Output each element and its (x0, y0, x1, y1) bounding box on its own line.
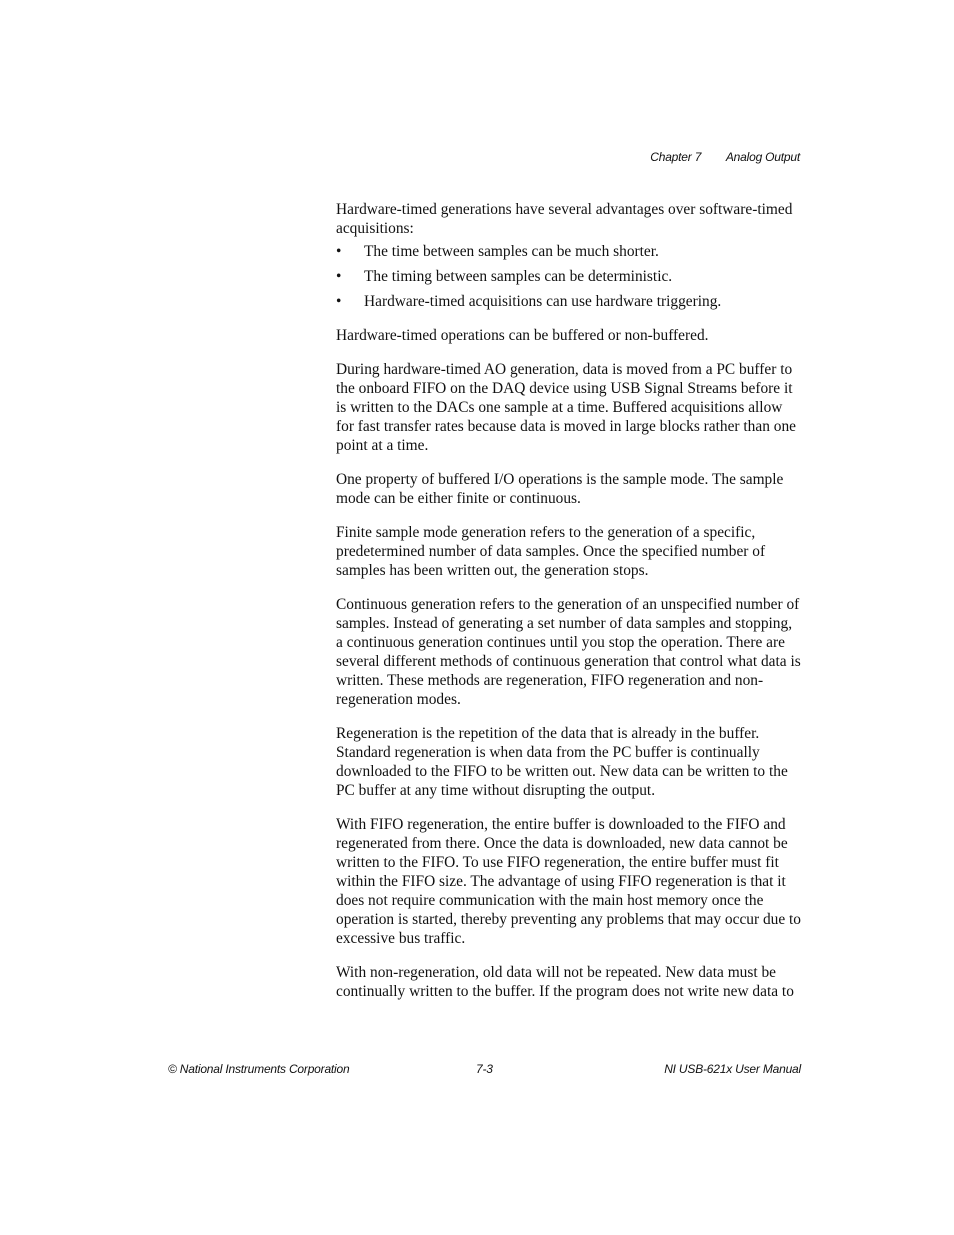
paragraph-sample-mode: One property of buffered I/O operations is the sample mode. The sample mode can be either finite or continuous. (336, 471, 784, 507)
manual-title: NI USB-621x User Manual (664, 1062, 801, 1076)
section-title: Analog Output (725, 150, 800, 164)
list-item-text: The time between samples can be much shorter. (364, 243, 659, 260)
paragraph-regeneration: Regeneration is the repetition of the data that is already in the buffer. Standard regeneration is when data from the PC buffer is continually downloaded to the FIFO to be written out. New data can be written to the PC buffer at any time without disrupting the output. (336, 725, 788, 799)
page-number: 7-3 (476, 1062, 493, 1076)
list-item-text: The timing between samples can be deterministic. (364, 268, 673, 285)
page-footer (168, 1062, 801, 1078)
bullet-icon: • (336, 268, 342, 285)
page-body (336, 200, 802, 1016)
chapter-label: Chapter 7 (650, 150, 702, 164)
paragraph-fifo-regeneration: With FIFO regeneration, the entire buffer is downloaded to the FIFO and regenerated from there. Once the data is downloaded, new data cannot be written to the FIFO. To use FIFO regeneration, the entire buffer must fit within the FIFO size. The advantage of using FIFO regeneration is that it does not require communication with the main host memory once the operation is started, thereby preventing any problems that may occur due to excessive bus traffic. (336, 816, 801, 947)
paragraph-ao-generation: During hardware-timed AO generation, data is moved from a PC buffer to the onboard FIFO on the DAQ device using USB Signal Streams before it is written to the DACs one sample at a time. Buffered acquisitions allow for fast transfer rates because data is moved in large blocks rather than one point at a time. (336, 361, 796, 454)
advantages-list (336, 242, 802, 311)
intro-paragraph: Hardware-timed generations have several advantages over software-timed acquisitions: (336, 201, 793, 237)
list-item (336, 242, 802, 261)
bullet-icon: • (336, 243, 342, 260)
paragraph-buffered: Hardware-timed operations can be buffered or non-buffered. (336, 327, 709, 344)
paragraph-continuous: Continuous generation refers to the generation of an unspecified number of samples. Instead of generating a set number of data samples and stopping, a continuous generation continues until you stop the operation. There are several different methods of continuous generation that control what data is written. These methods are regeneration, FIFO regeneration and non-regeneration modes. (336, 596, 801, 708)
list-item (336, 292, 802, 311)
running-header (650, 150, 800, 164)
list-item-text: Hardware-timed acquisitions can use hardware triggering. (364, 293, 722, 310)
copyright-notice: © National Instruments Corporation (168, 1062, 350, 1076)
list-item (336, 267, 802, 286)
paragraph-finite-mode: Finite sample mode generation refers to the generation of a specific, predetermined number of data samples. Once the specified number of samples has been written out, the generation stops. (336, 524, 766, 579)
bullet-icon: • (336, 293, 342, 310)
paragraph-non-regeneration: With non-regeneration, old data will not be repeated. New data must be continually written to the buffer. If the program does not write new data to (336, 964, 794, 1000)
